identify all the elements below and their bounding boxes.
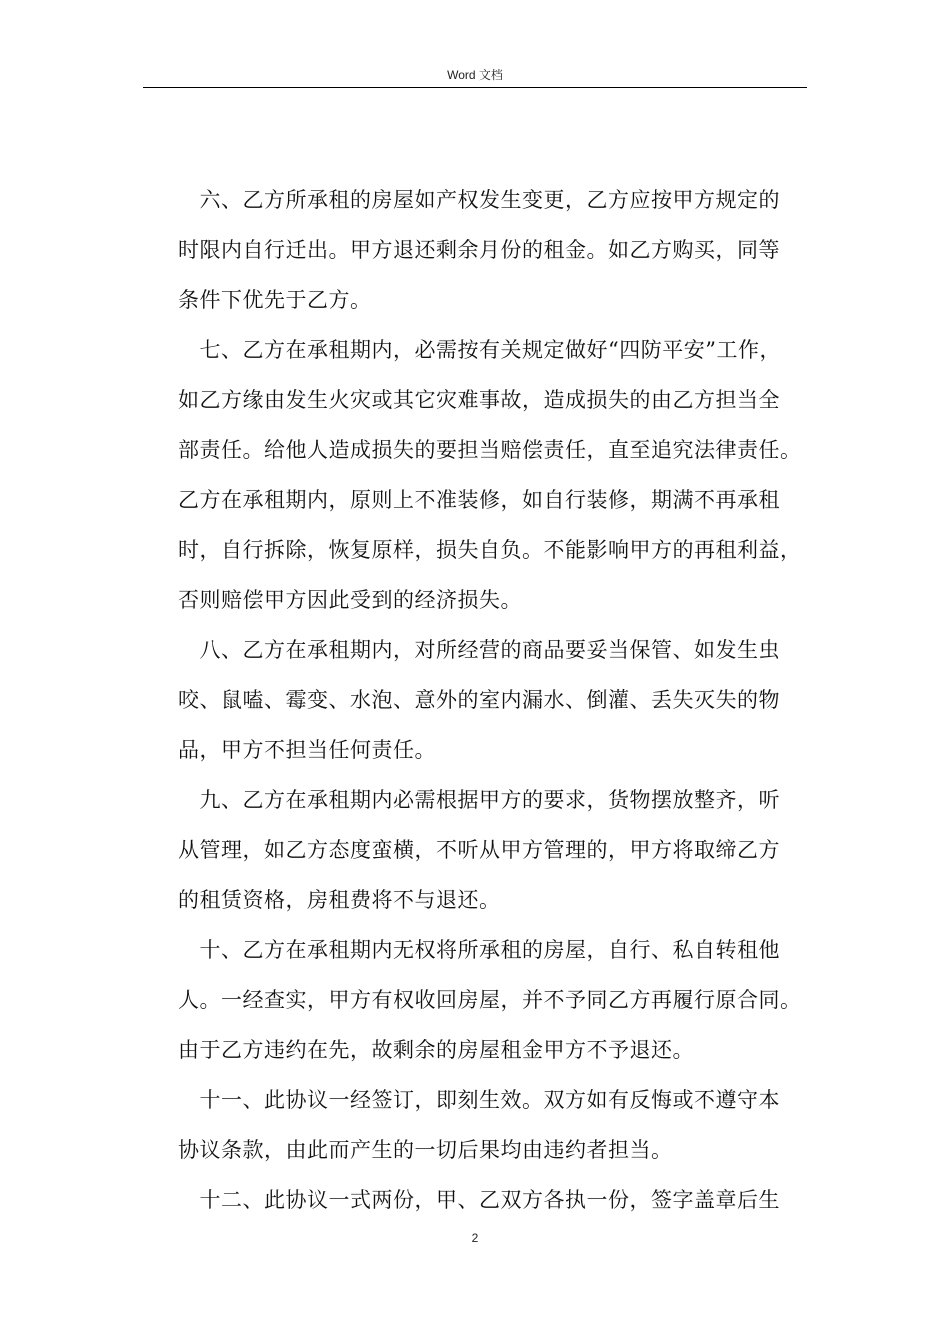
text-line: 条件下优先于乙方。 [178,288,372,312]
page-header: Word 文档 [447,68,503,82]
document-body [178,175,806,1225]
text-line: 九、乙方在承租期内必需根据甲方的要求，货物摆放整齐，听 [178,788,780,812]
text-line: 七、乙方在承租期内，必需按有关规定做好“四防平安”工作， [178,338,781,362]
text-line: 由于乙方违约在先，故剩余的房屋租金甲方不予退还。 [178,1038,694,1062]
paragraph-6 [178,175,806,325]
text-line: 品，甲方不担当任何责任。 [178,738,436,762]
text-line: 十一、此协议一经签订，即刻生效。双方如有反悔或不遵守本 [178,1088,780,1112]
text-line: 十、乙方在承租期内无权将所承租的房屋，自行、私自转租他 [178,938,780,962]
text-line: 部责任。给他人造成损失的要担当赔偿责任，直至追究法律责任。 [178,438,802,462]
text-line: 否则赔偿甲方因此受到的经济损失。 [178,588,522,612]
text-line: 六、乙方所承租的房屋如产权发生变更，乙方应按甲方规定的 [178,188,780,212]
text-line: 时限内自行迁出。甲方退还剩余月份的租金。如乙方购买，同等 [178,238,780,262]
paragraph-11 [178,1075,806,1175]
paragraph-8 [178,625,806,775]
paragraph-12 [178,1175,806,1225]
page-number: 2 [471,1231,479,1245]
paragraph-10 [178,925,806,1075]
paragraph-7 [178,325,806,625]
text-line: 乙方在承租期内，原则上不准装修，如自行装修，期满不再承租 [178,488,780,512]
text-line: 咬、鼠嗑、霉变、水泡、意外的室内漏水、倒灌、丢失灭失的物 [178,688,780,712]
text-line: 协议条款，由此而产生的一切后果均由违约者担当。 [178,1138,673,1162]
header-divider [143,87,807,88]
paragraph-9 [178,775,806,925]
text-line: 从管理，如乙方态度蛮横，不听从甲方管理的，甲方将取缔乙方 [178,838,780,862]
text-line: 八、乙方在承租期内，对所经营的商品要妥当保管、如发生虫 [178,638,780,662]
text-line: 如乙方缘由发生火灾或其它灾难事故，造成损失的由乙方担当全 [178,388,780,412]
text-line: 人。一经查实，甲方有权收回房屋，并不予同乙方再履行原合同。 [178,988,802,1012]
text-line: 时，自行拆除，恢复原样，损失自负。不能影响甲方的再租利益， [178,538,802,562]
text-line: 的租赁资格，房租费将不与退还。 [178,888,501,912]
text-line: 十二、此协议一式两份，甲、乙双方各执一份，签字盖章后生 [178,1188,780,1212]
